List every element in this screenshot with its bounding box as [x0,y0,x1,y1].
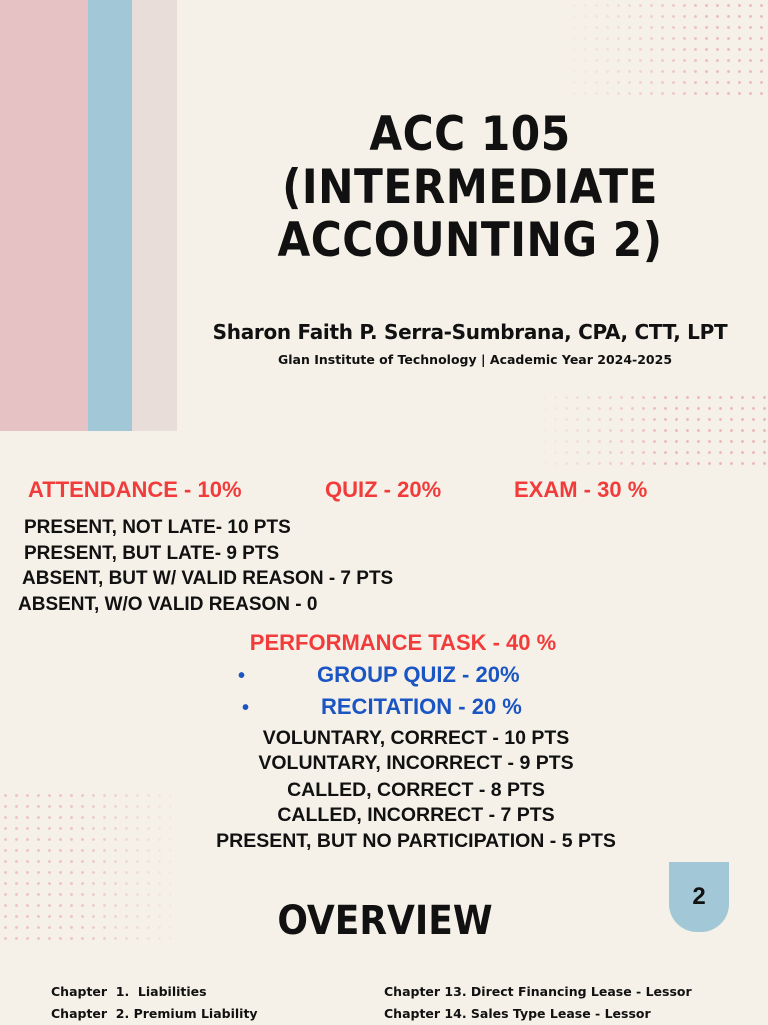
recitation-rule: PRESENT, BUT NO PARTICIPATION - 5 PTS [216,830,616,852]
course-title-line-3: ACCOUNTING 2) [277,213,663,268]
institution-line: Glan Institute of Technology | Academic Year 2024-2025 [277,352,673,367]
performance-task-weight: PERFORMANCE TASK - 40 % [249,630,557,655]
overview-heading: OVERVIEW [277,898,493,944]
quiz-weight: QUIZ - 20% [325,477,442,502]
chapter-list-left [51,981,258,1025]
decor-stripe-blue [88,0,132,431]
chapter-item: Chapter 2. Premium Liability [51,1006,258,1021]
chapter-list-right [384,981,692,1025]
recitation-rule: VOLUNTARY, INCORRECT - 9 PTS [258,752,574,774]
chapter-item: Chapter 14. Sales Type Lease - Lessor [384,1006,651,1021]
attendance-rule: PRESENT, BUT LATE- 9 PTS [24,543,280,564]
chapter-item: Chapter 1. Liabilities [51,984,207,999]
recitation-rule: VOLUNTARY, CORRECT - 10 PTS [262,727,570,749]
attendance-weight: ATTENDANCE - 10% [28,477,242,502]
chapter-item: Chapter 13. Direct Financing Lease - Lessor [384,984,692,999]
course-title-line-1: ACC 105 [369,107,571,162]
bullet-icon: • [238,665,246,687]
course-title-line-2: (INTERMEDIATE [282,160,658,215]
decor-dots-top-right [558,0,768,95]
page-number-badge: 2 [669,862,729,932]
decor-stripe-pink [0,0,88,431]
recitation-weight: RECITATION - 20 % [321,694,522,719]
decor-dots-middle-right [528,392,768,472]
recitation-rule: CALLED, INCORRECT - 7 PTS [277,804,555,826]
course-title [230,108,710,267]
attendance-rule: PRESENT, NOT LATE- 10 PTS [24,517,291,538]
recitation-rule: CALLED, CORRECT - 8 PTS [287,779,545,801]
attendance-rule: ABSENT, BUT W/ VALID REASON - 7 PTS [22,568,394,589]
instructor-name: Sharon Faith P. Serra-Sumbrana, CPA, CTT, LPT [212,320,728,344]
group-quiz-weight: GROUP QUIZ - 20% [317,662,520,687]
attendance-rule: ABSENT, W/O VALID REASON - 0 [18,594,318,615]
bullet-icon: • [242,697,250,719]
exam-weight: EXAM - 30 % [514,477,648,502]
decor-stripe-beige [132,0,177,431]
